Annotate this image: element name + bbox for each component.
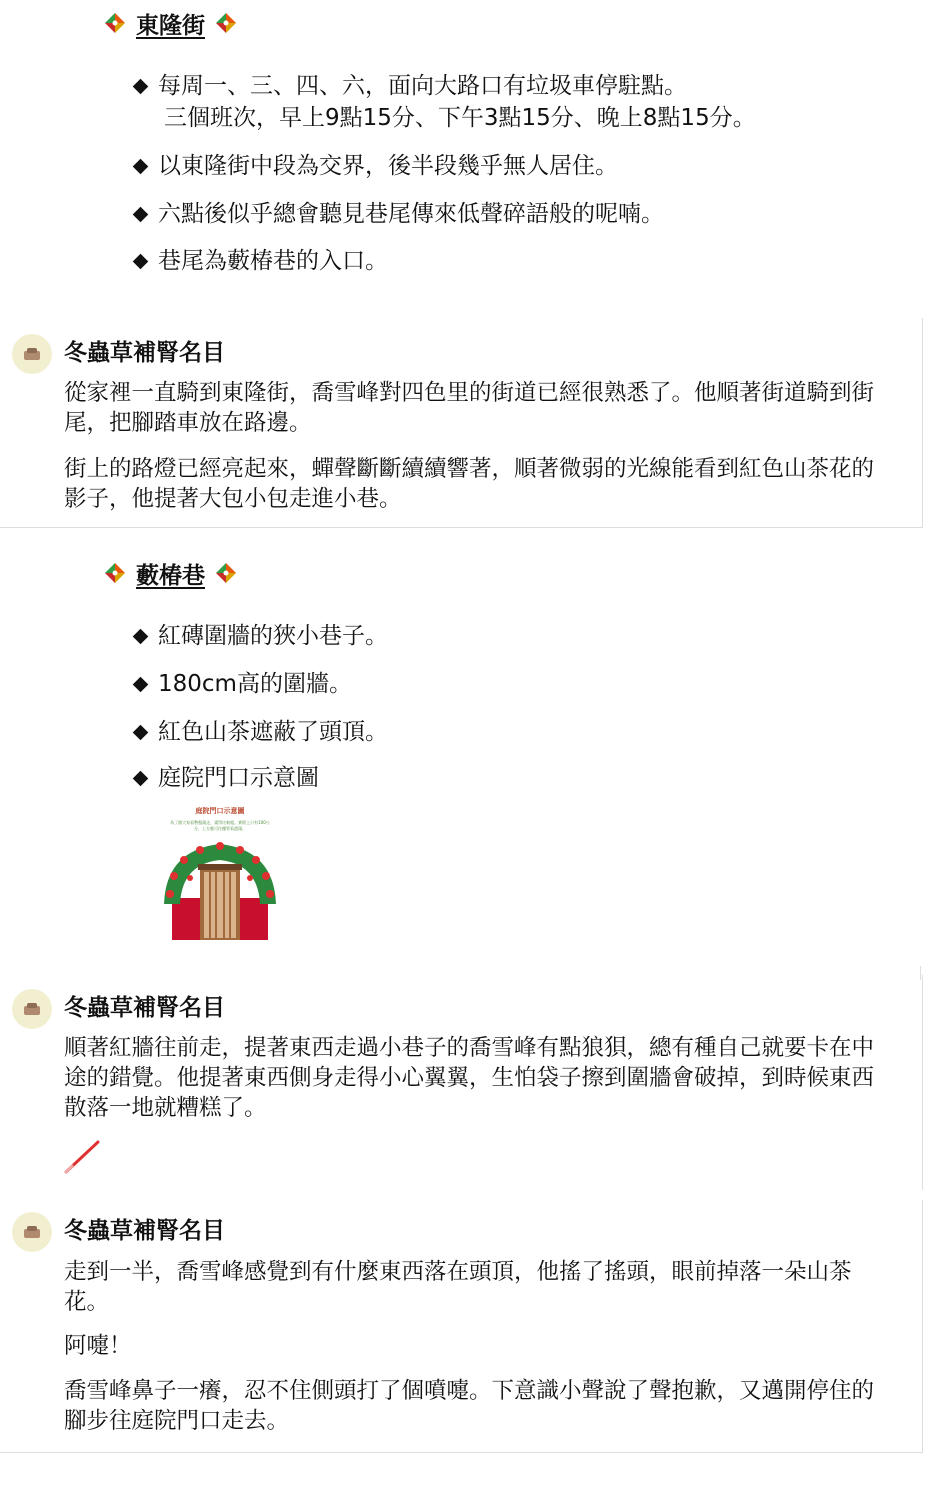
diamond-ornament-icon	[215, 562, 237, 584]
courtyard-gate-illustration[interactable]	[160, 806, 280, 942]
post-paragraph: 走到一半，喬雪峰感覺到有什麼東西落在頭頂，他搖了搖頭，眼前掉落一朵山茶花。	[64, 1259, 852, 1315]
avatar[interactable]	[12, 989, 52, 1029]
avatar[interactable]	[12, 334, 52, 374]
bullet-diamond-icon	[133, 725, 149, 741]
bullet-diamond-icon	[133, 159, 149, 175]
post-author[interactable]: 冬蟲草補腎名目	[64, 995, 225, 1021]
bullet-diamond-icon	[133, 771, 149, 787]
list-item	[132, 620, 388, 652]
post-paragraph: 喬雪峰鼻子一癢，忍不住側頭打了個噴嚏。下意識小聲說了聲抱歉，又邁開停住的腳步往庭院門口走去。	[64, 1378, 875, 1434]
bullet-diamond-icon	[133, 254, 149, 270]
list-item	[132, 245, 388, 277]
post	[0, 975, 923, 1190]
diamond-ornament-icon	[215, 12, 237, 34]
diamond-ornament-icon	[104, 12, 126, 34]
list-item-text: 180cm高的圍牆。	[158, 671, 352, 697]
post-paragraph: 阿嚏！	[64, 1333, 132, 1359]
figure-note: 為了擋大家看暫態鏡走，畫得比較粗。實際上只有100公分，上方應可往樓管看盡頭。	[170, 820, 270, 831]
list-item-text: 紅色山茶遮蔽了頭頂。	[158, 719, 388, 745]
list-item-text: 巷尾為藪椿巷的入口。	[158, 248, 388, 274]
list-item-text: 六點後似乎總會聽見巷尾傳來低聲碎語般的呢喃。	[158, 201, 664, 227]
bullet-diamond-icon	[133, 79, 149, 95]
post-author[interactable]: 冬蟲草補腎名目	[64, 340, 225, 366]
post-author[interactable]: 冬蟲草補腎名目	[64, 1218, 225, 1244]
post-paragraph: 街上的路燈已經亮起來，蟬聲斷斷續續響著，順著微弱的光線能看到紅色山茶花的影子，他提著大包小包走進小巷。	[64, 456, 875, 512]
list-item-subtext: 三個班次，早上9點15分、下午3點15分、晚上8點15分。	[164, 105, 756, 131]
avatar-icon	[23, 1225, 41, 1239]
section-title-text[interactable]: 藪椿巷	[136, 562, 205, 589]
section-title-text[interactable]: 東隆街	[136, 12, 205, 39]
list-item-text: 每周一、三、四、六，面向大路口有垃圾車停駐點。	[158, 73, 687, 99]
list-item	[132, 198, 664, 230]
section-title	[104, 558, 237, 588]
list-item-text: 紅磚圍牆的狹小巷子。	[158, 623, 388, 649]
list-item	[132, 668, 352, 700]
diamond-ornament-icon	[104, 562, 126, 584]
list-item	[132, 70, 756, 131]
section-title	[104, 8, 237, 38]
bullet-diamond-icon	[133, 207, 149, 223]
post	[0, 318, 923, 528]
post-paragraph: 從家裡一直騎到東隆街，喬雪峰對四色里的街道已經很熟悉了。他順著街道騎到街尾，把腳踏車放在路邊。	[64, 380, 875, 436]
bullet-diamond-icon	[133, 629, 149, 645]
list-item-text: 以東隆街中段為交界，後半段幾乎無人居住。	[158, 153, 618, 179]
post-paragraph: 順著紅牆往前走，提著東西走過小巷子的喬雪峰有點狼狽，總有種自己就要卡在中途的錯覺。他提著東西側身走得小心翼翼，生怕袋子擦到圍牆會破掉，到時候東西散落一地就糟糕了。	[64, 1035, 875, 1121]
list-item-text[interactable]: 庭院門口示意圖	[158, 765, 319, 791]
post	[0, 1200, 923, 1453]
bullet-diamond-icon	[133, 677, 149, 693]
avatar-icon	[23, 1002, 41, 1016]
avatar-icon	[23, 347, 41, 361]
avatar[interactable]	[12, 1212, 52, 1252]
gate-drawing	[160, 806, 280, 942]
pin-icon	[62, 1136, 106, 1176]
list-item	[132, 150, 618, 182]
list-item	[132, 762, 319, 794]
figure-caption: 庭院門口示意圖	[195, 807, 245, 815]
list-item	[132, 716, 388, 748]
